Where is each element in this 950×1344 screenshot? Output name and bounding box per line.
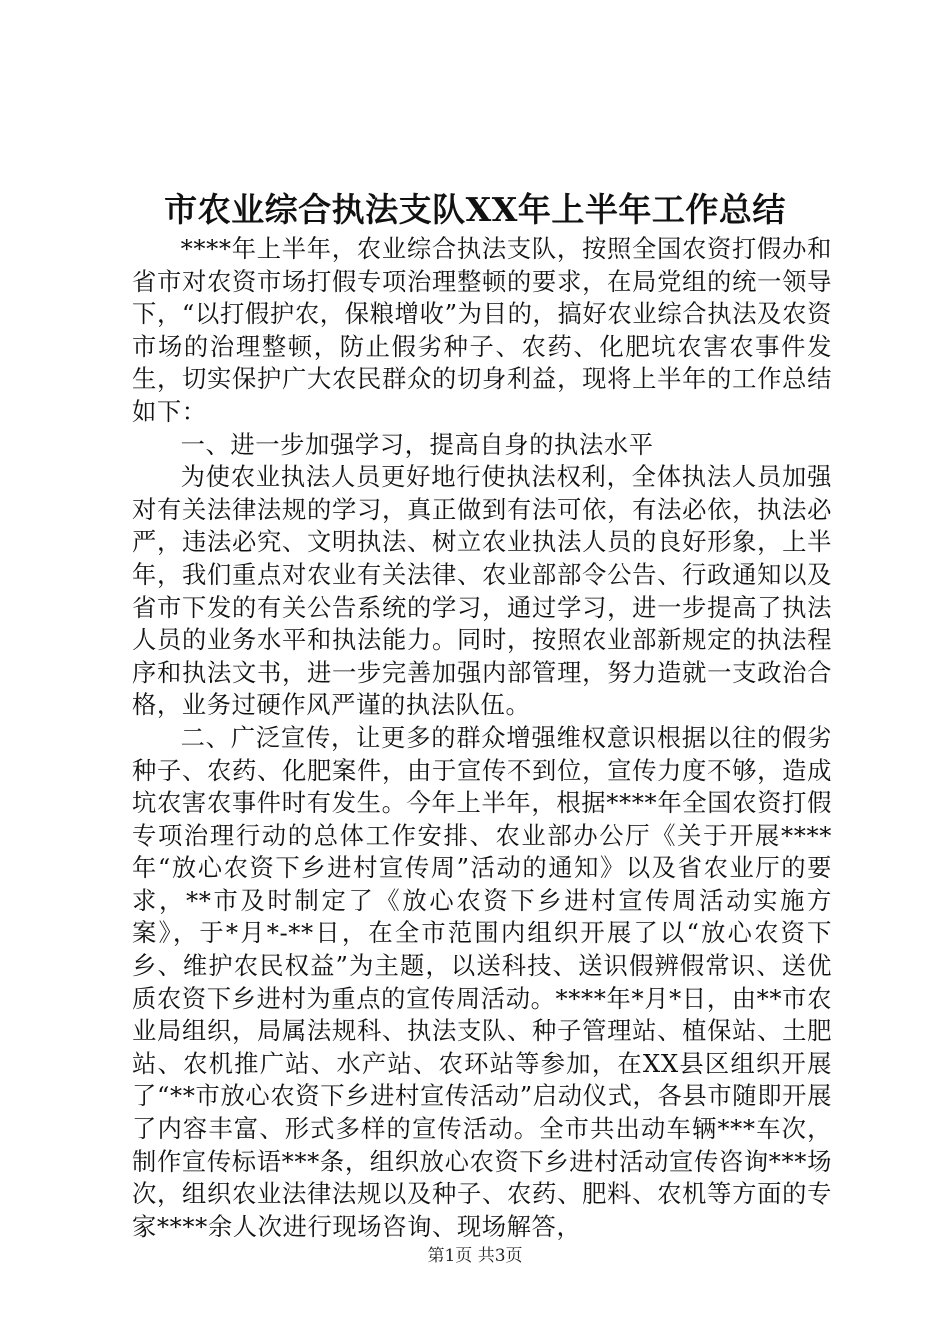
paragraph-section-2: 二、广泛宣传，让更多的群众增强维权意识根据以往的假劣种子、农药、化肥案件，由于宣传不到位，宣传力度不够，造成坑农害农事件时有发生。今年上半年，根据****年全国农资打假专项治理行动的总体工作安排、农业部办公厅《关于开展****年“放心农资下乡进村宣传周”活动的通知》以及省农业厅的要求，**市及时制定了《放心农资下乡进村宣传周活动实施方案》，于*月*-**日，在全市范围内组织开展了以“放心农资下乡、维护农民权益”为主题，以送科技、送识假辨假常识、送优质农资下乡进村为重点的宣传周活动。****年*月*日，由**市农业局组织，局属法规科、执法支队、种子管理站、植保站、土肥站、农机推广站、水产站、农环站等参加，在XX县区组织开展了“**市放心农资下乡进村宣传活动”启动仪式，各县市随即开展了内容丰富、形式多样的宣传活动。全市共出动车辆***车次，制作宣传标语***条，组织放心农资下乡进村活动宣传咨询***场次，组织农业法律法规以及种子、农药、肥料、农机等方面的专家****余人次进行现场咨询、现场解答， (132, 722, 832, 1241)
paragraph-section-1: 为使农业执法人员更好地行使执法权利，全体执法人员加强对有关法律法规的学习，真正做到有法可依，有法必依，执法必严，违法必究、文明执法、树立农业执法人员的良好形象，上半年，我们重点对农业有关法律、农业部部令公告、行政通知以及省市下发的有关公告系统的学习，通过学习，进一步提高了执法人员的业务水平和执法能力。同时，按照农业部新规定的执法程序和执法文书，进一步完善加强内部管理，努力造就一支政治合格，业务过硬作风严谨的执法队伍。 (132, 462, 832, 720)
paragraph-intro: ****年上半年，农业综合执法支队，按照全国农资打假办和省市对农资市场打假专项治理整顿的要求，在局党组的统一领导下，“以打假护农，保粮增收”为目的，搞好农业综合执法及农资市场的治理整顿，防止假劣种子、农药、化肥坑农害农事件发生，切实保护广大农民群众的切身利益，现将上半年的工作总结如下： (132, 234, 832, 426)
document-body (132, 233, 832, 1243)
document-title: 市农业综合执法支队XX年上半年工作总结 (164, 190, 786, 229)
page-number-footer: 第1页 共3页 (427, 1246, 523, 1266)
section-heading-1: 一、进一步加强学习，提高自身的执法水平 (180, 429, 654, 459)
